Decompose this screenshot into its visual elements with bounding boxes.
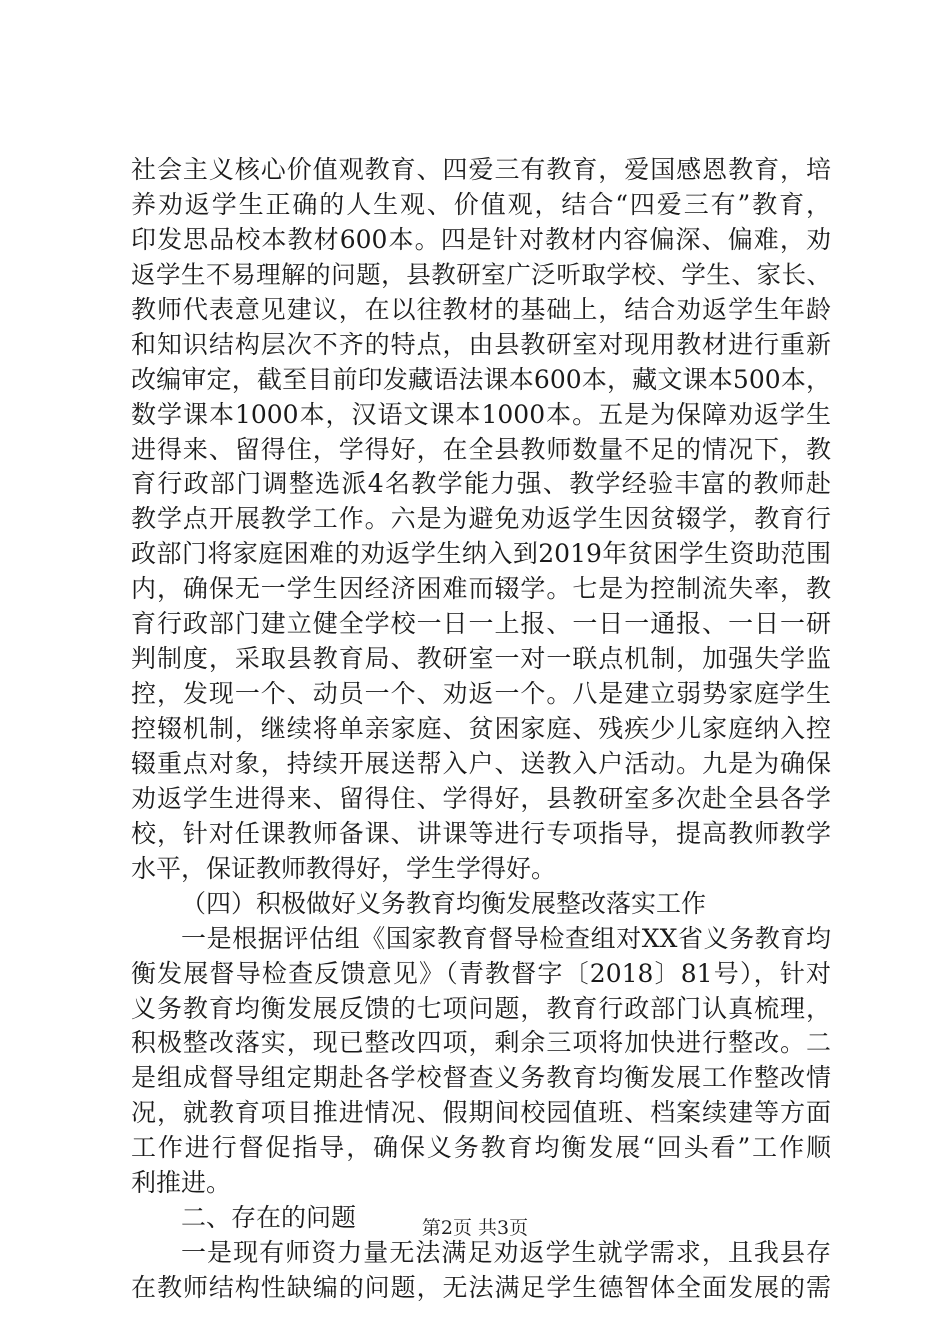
text-line: 政部门将家庭困难的劝返学生纳入到2019年贫困学生资助范围 bbox=[131, 539, 831, 569]
text-line: 进得来、留得住，学得好，在全县教师数量不足的情况下，教 bbox=[131, 434, 831, 464]
text-line: 控辍机制，继续将单亲家庭、贫困家庭、残疾少儿家庭纳入控 bbox=[131, 714, 831, 743]
text-line: 教师代表意见建议，在以往教材的基础上，结合劝返学生年龄 bbox=[131, 294, 831, 324]
paragraph-end-line: 利推进。 bbox=[131, 1168, 232, 1198]
text-line: 在教师结构性缺编的问题，无法满足学生德智体全面发展的需 bbox=[131, 1273, 831, 1302]
text-line: 辍重点对象，持续开展送帮入户、送教入户活动。九是为确保 bbox=[131, 748, 831, 778]
text-line: 判制度，采取县教育局、教研室一对一联点机制，加强失学监 bbox=[131, 644, 831, 674]
text-line: 况，就教育项目推进情况、假期间校园值班、档案续建等方面 bbox=[131, 1098, 831, 1128]
text-line: 工作进行督促指导，确保义务教育均衡发展“回头看”工作顺 bbox=[131, 1133, 831, 1163]
text-line: 教学点开展教学工作。六是为避免劝返学生因贫辍学，教育行 bbox=[131, 504, 831, 534]
text-line: 社会主义核心价值观教育、四爱三有教育，爱国感恩教育，培 bbox=[131, 155, 831, 184]
text-line: 养劝返学生正确的人生观、价值观，结合“四爱三有”教育， bbox=[131, 189, 831, 219]
text-line: 积极整改落实，现已整改四项，剩余三项将加快进行整改。二 bbox=[131, 1028, 831, 1058]
page-number-indicator: 第2页 共3页 bbox=[421, 1217, 529, 1239]
text-line: 内，确保无一学生因经济困难而辍学。七是为控制流失率，教 bbox=[131, 574, 831, 604]
section-heading: 二、存在的问题 bbox=[181, 1203, 357, 1233]
text-line: 返学生不易理解的问题，县教研室广泛听取学校、学生、家长、 bbox=[131, 259, 831, 289]
text-line: 衡发展督导检查反馈意见》（青教督字〔2018〕81号），针对 bbox=[131, 958, 831, 988]
text-line: 是组成督导组定期赴各学校督查义务教育均衡发展工作整改情 bbox=[131, 1063, 831, 1093]
paragraph-end-line: 水平，保证教师教得好，学生学得好。 bbox=[131, 853, 557, 883]
text-line: 义务教育均衡发展反馈的七项问题，教育行政部门认真梳理， bbox=[131, 993, 831, 1023]
text-line: 改编审定，截至目前印发藏语法课本600本，藏文课本500本， bbox=[131, 364, 831, 394]
paragraph-first-line: 一是根据评估组《国家教育督导检查组对XX省义务教育均 bbox=[181, 923, 831, 953]
text-line: 和知识结构层次不齐的特点，由县教研室对现用教材进行重新 bbox=[131, 329, 831, 359]
text-line: 育行政部门建立健全学校一日一上报、一日一通报、一日一研 bbox=[131, 609, 831, 639]
section-heading: （四）积极做好义务教育均衡发展整改落实工作 bbox=[181, 888, 707, 918]
text-line: 育行政部门调整选派4名教学能力强、教学经验丰富的教师赴 bbox=[131, 469, 831, 499]
text-line: 数学课本1000本，汉语文课本1000本。五是为保障劝返学生 bbox=[131, 399, 831, 429]
text-line: 印发思品校本教材600本。四是针对教材内容偏深、偏难，劝 bbox=[131, 224, 831, 254]
document-body bbox=[131, 153, 831, 1306]
paragraph-first-line: 一是现有师资力量无法满足劝返学生就学需求，且我县存 bbox=[181, 1238, 831, 1268]
page-footer bbox=[0, 1213, 950, 1240]
text-line: 校，针对任课教师备课、讲课等进行专项指导，提高教师教学 bbox=[131, 818, 831, 848]
text-line: 劝返学生进得来、留得住、学得好，县教研室多次赴全县各学 bbox=[131, 783, 831, 813]
text-line: 控，发现一个、动员一个、劝返一个。八是建立弱势家庭学生 bbox=[131, 679, 831, 709]
